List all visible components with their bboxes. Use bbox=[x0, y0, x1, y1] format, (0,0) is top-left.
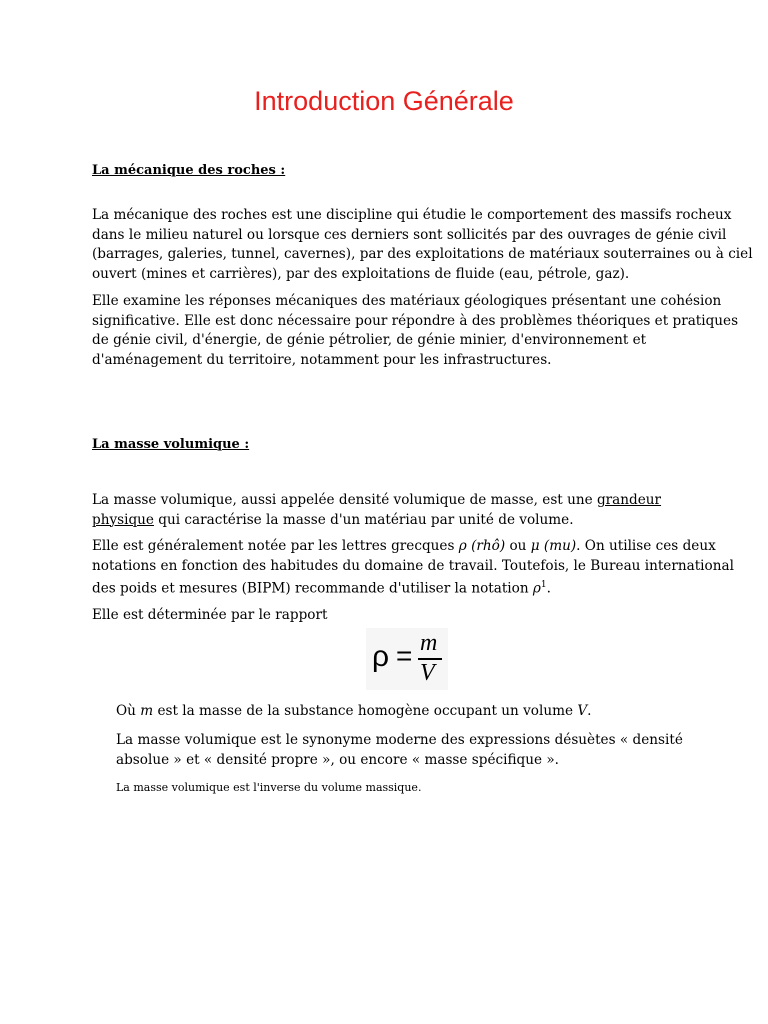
text-line: d'aménagement du territoire, notamment pour les infrastructures. bbox=[92, 351, 552, 368]
text-line: Elle est déterminée par le rapport bbox=[92, 607, 328, 623]
text-line bbox=[92, 491, 692, 511]
text-line bbox=[92, 576, 692, 599]
text-fragment: Où bbox=[116, 703, 141, 719]
symbol-mu: μ bbox=[530, 538, 540, 554]
text-fragment: qui caractérise la masse d'un matériau par unité de volume. bbox=[153, 511, 574, 528]
formula-rho: ρ bbox=[372, 640, 390, 673]
symbol-rho: ρ bbox=[532, 580, 541, 597]
text-line: La mécanique des roches est une discipline qui étudie le comportement des massifs rocheux bbox=[92, 207, 732, 223]
paragraph-inverse-volume: La masse volumique est l'inverse du volume massique. bbox=[116, 781, 422, 794]
text-line: significative. Elle est donc nécessaire pour répondre à des problèmes théoriques et pratiques bbox=[92, 312, 739, 329]
text-fragment: des poids et mesures (BIPM) recommande d'utiliser la notation bbox=[92, 580, 533, 597]
symbol-m: m bbox=[140, 703, 154, 719]
footnote-ref[interactable]: 1 bbox=[540, 580, 547, 590]
text-fragment: Elle est généralement notée par les lettres grecques bbox=[92, 538, 459, 554]
text-fragment: . bbox=[546, 580, 551, 597]
text-line: ouvert (mines et carrières), par des exploitations de fluide (eau, pétrole, gaz). bbox=[92, 265, 630, 282]
text-fragment: . On utilise ces deux bbox=[576, 538, 716, 554]
section-heading-rock-mechanics: La mécanique des roches : bbox=[92, 163, 286, 178]
symbol-v: V bbox=[577, 703, 588, 719]
text-fragment: La masse volumique, aussi appelée densité volumique de masse, est une bbox=[92, 492, 597, 508]
text-fragment: est la masse de la substance homogène occupant un volume bbox=[153, 703, 578, 719]
text-line: La masse volumique est le synonyme moderne des expressions désuètes « densité bbox=[116, 732, 683, 748]
text-line bbox=[92, 537, 716, 557]
text-line bbox=[92, 511, 692, 531]
text-line: absolue » et « densité propre », ou encore « masse spécifique ». bbox=[116, 751, 559, 768]
paragraph-ratio-intro bbox=[92, 606, 692, 626]
symbol-mu-name: (mu) bbox=[543, 538, 577, 554]
text-line: Elle examine les réponses mécaniques des matériaux géologiques présentant une cohésion bbox=[92, 293, 722, 309]
paragraph-density-synonyms bbox=[116, 731, 683, 770]
link-grandeur[interactable]: grandeur bbox=[596, 492, 662, 508]
paragraph-density-notation bbox=[92, 537, 734, 599]
paragraph-density-definition bbox=[92, 491, 692, 530]
text-line: (barrages, galeries, tunnel, cavernes), par des exploitations de matériaux souterraines ou à ciel bbox=[92, 246, 753, 262]
formula-numerator: m bbox=[420, 630, 438, 656]
text-fragment: ou bbox=[505, 538, 531, 554]
density-formula bbox=[366, 628, 448, 690]
formula-equals: = bbox=[396, 640, 413, 671]
paragraph-formula-explanation bbox=[116, 703, 592, 719]
symbol-rho: ρ bbox=[458, 538, 467, 554]
text-line: notations en fonction des habitudes du domaine de travail. Toutefois, le Bureau international bbox=[92, 557, 734, 574]
text-line: dans le milieu naturel ou lorsque ces derniers sont sollicités par des ouvrages de génie civil bbox=[92, 226, 727, 243]
symbol-rho-name: (rhô) bbox=[471, 538, 506, 554]
paragraph-rock-mechanics-scope bbox=[92, 292, 739, 370]
section-heading-density: La masse volumique : bbox=[92, 437, 250, 452]
text-fragment: . bbox=[587, 703, 592, 719]
paragraph-rock-mechanics-definition bbox=[92, 206, 753, 284]
formula-denominator: V bbox=[420, 660, 435, 686]
page-title: Introduction Générale bbox=[254, 86, 514, 116]
link-physique[interactable]: physique bbox=[92, 511, 154, 528]
text-line: de génie civil, d'énergie, de génie pétrolier, de génie minier, d'environnement et bbox=[92, 332, 647, 348]
